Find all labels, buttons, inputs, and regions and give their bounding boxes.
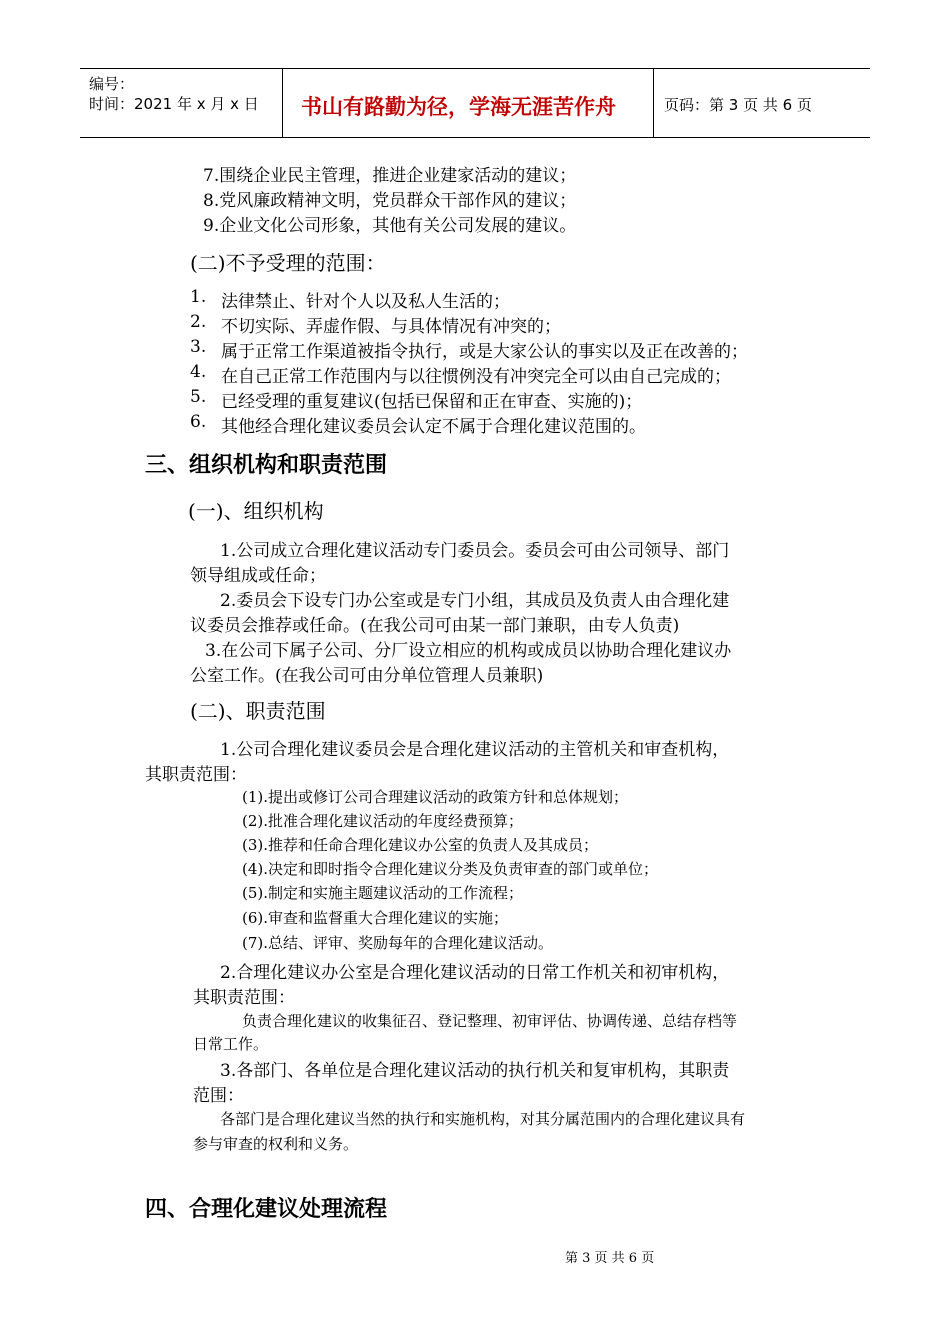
list-item-number: 3. [190,337,207,357]
list-item-number: 4. [190,362,207,382]
paragraph-line: 2.合理化建议办公室是合理化建议活动的日常工作机关和初审机构， [220,963,730,983]
list-item: 其他经合理化建议委员会认定不属于合理化建议范围的。 [221,417,646,437]
duty-item: (6).审查和监督重大合理化建议的实施； [242,909,509,927]
paragraph-line: 日常工作。 [193,1035,269,1053]
paragraph-line: 2.委员会下设专门办公室或是专门小组，其成员及负责人由合理化建 [220,591,730,611]
header-motto-cell [283,69,654,137]
paragraph-line: 其职责范围： [193,988,295,1008]
motto: 书山有路勤为径，学海无涯苦作舟 [301,95,616,119]
duty-item: (3).推荐和任命合理化建议办公室的负责人及其成员； [242,836,599,854]
duty-item: (7).总结、评审、奖励每年的合理化建议活动。 [242,934,554,952]
time-label: 时间：2021 年 x 月 x 日 [89,95,259,113]
sub-heading: (二)不予受理的范围： [190,251,386,275]
page-header [80,68,870,138]
page-info: 页码：第 3 页 共 6 页 [664,96,812,114]
paragraph-line: 其职责范围： [145,765,247,785]
header-page-cell [654,69,870,137]
list-item: 7.围绕企业民主管理，推进企业建家活动的建议； [203,166,577,186]
paragraph-line: 各部门是合理化建议当然的执行和实施机构，对其分属范围内的合理化建议具有 [220,1110,746,1128]
list-item: 已经受理的重复建议(包括已保留和正在审查、实施的)； [221,392,643,412]
sub-heading: (二)、职责范围 [190,699,326,723]
list-item-number: 2. [190,312,207,332]
paragraph-line: 3.在公司下属子公司、分厂设立相应的机构或成员以协助合理化建议办 [205,641,732,661]
list-item-number: 1. [190,287,207,307]
list-item-number: 5. [190,387,207,407]
list-item-number: 6. [190,412,207,432]
paragraph-line: 公室工作。(在我公司可由分单位管理人员兼职) [190,666,544,686]
paragraph-line: 1.公司成立合理化建议活动专门委员会。委员会可由公司领导、部门 [220,541,730,561]
paragraph-line: 3.各部门、各单位是合理化建议活动的执行机关和复审机构，其职责 [220,1061,730,1081]
list-item: 9.企业文化公司形象，其他有关公司发展的建议。 [203,216,577,236]
paragraph-line: 1.公司合理化建议委员会是合理化建议活动的主管机关和审查机构， [220,740,730,760]
list-item: 不切实际、弄虚作假、与具体情况有冲突的； [221,317,561,337]
paragraph-line: 范围： [193,1086,244,1106]
duty-item: (5).制定和实施主题建议活动的工作流程； [242,884,524,902]
paragraph-line: 议委员会推荐或任命。(在我公司可由某一部门兼职，由专人负责) [190,616,680,636]
sub-heading: (一)、组织机构 [188,499,324,523]
paragraph-line: 领导组成或任命； [190,566,326,586]
duty-item: (2).批准合理化建议活动的年度经费预算； [242,812,524,830]
number-label: 编号： [89,75,135,93]
paragraph-line: 参与审查的权利和义务。 [193,1135,359,1153]
duty-item: (4).决定和即时指令合理化建议分类及负责审查的部门或单位； [242,860,659,878]
duty-item: (1).提出或修订公司合理建议活动的政策方针和总体规划； [242,788,629,806]
section-heading: 四、合理化建议处理流程 [145,1197,388,1222]
list-item: 在自己正常工作范围内与以往惯例没有冲突完全可以由自己完成的； [221,367,731,387]
list-item: 8.党风廉政精神文明，党员群众干部作风的建议； [203,191,577,211]
paragraph-line: 负责合理化建议的收集征召、登记整理、初审评估、协调传递、总结存档等 [242,1012,738,1030]
list-item: 法律禁止、针对个人以及私人生活的； [221,292,510,312]
list-item: 属于正常工作渠道被指令执行，或是大家公认的事实以及正在改善的； [221,342,748,362]
section-heading: 三、组织机构和职责范围 [145,453,388,478]
header-meta-cell [80,69,283,137]
page-footer: 第 3 页 共 6 页 [565,1251,655,1266]
